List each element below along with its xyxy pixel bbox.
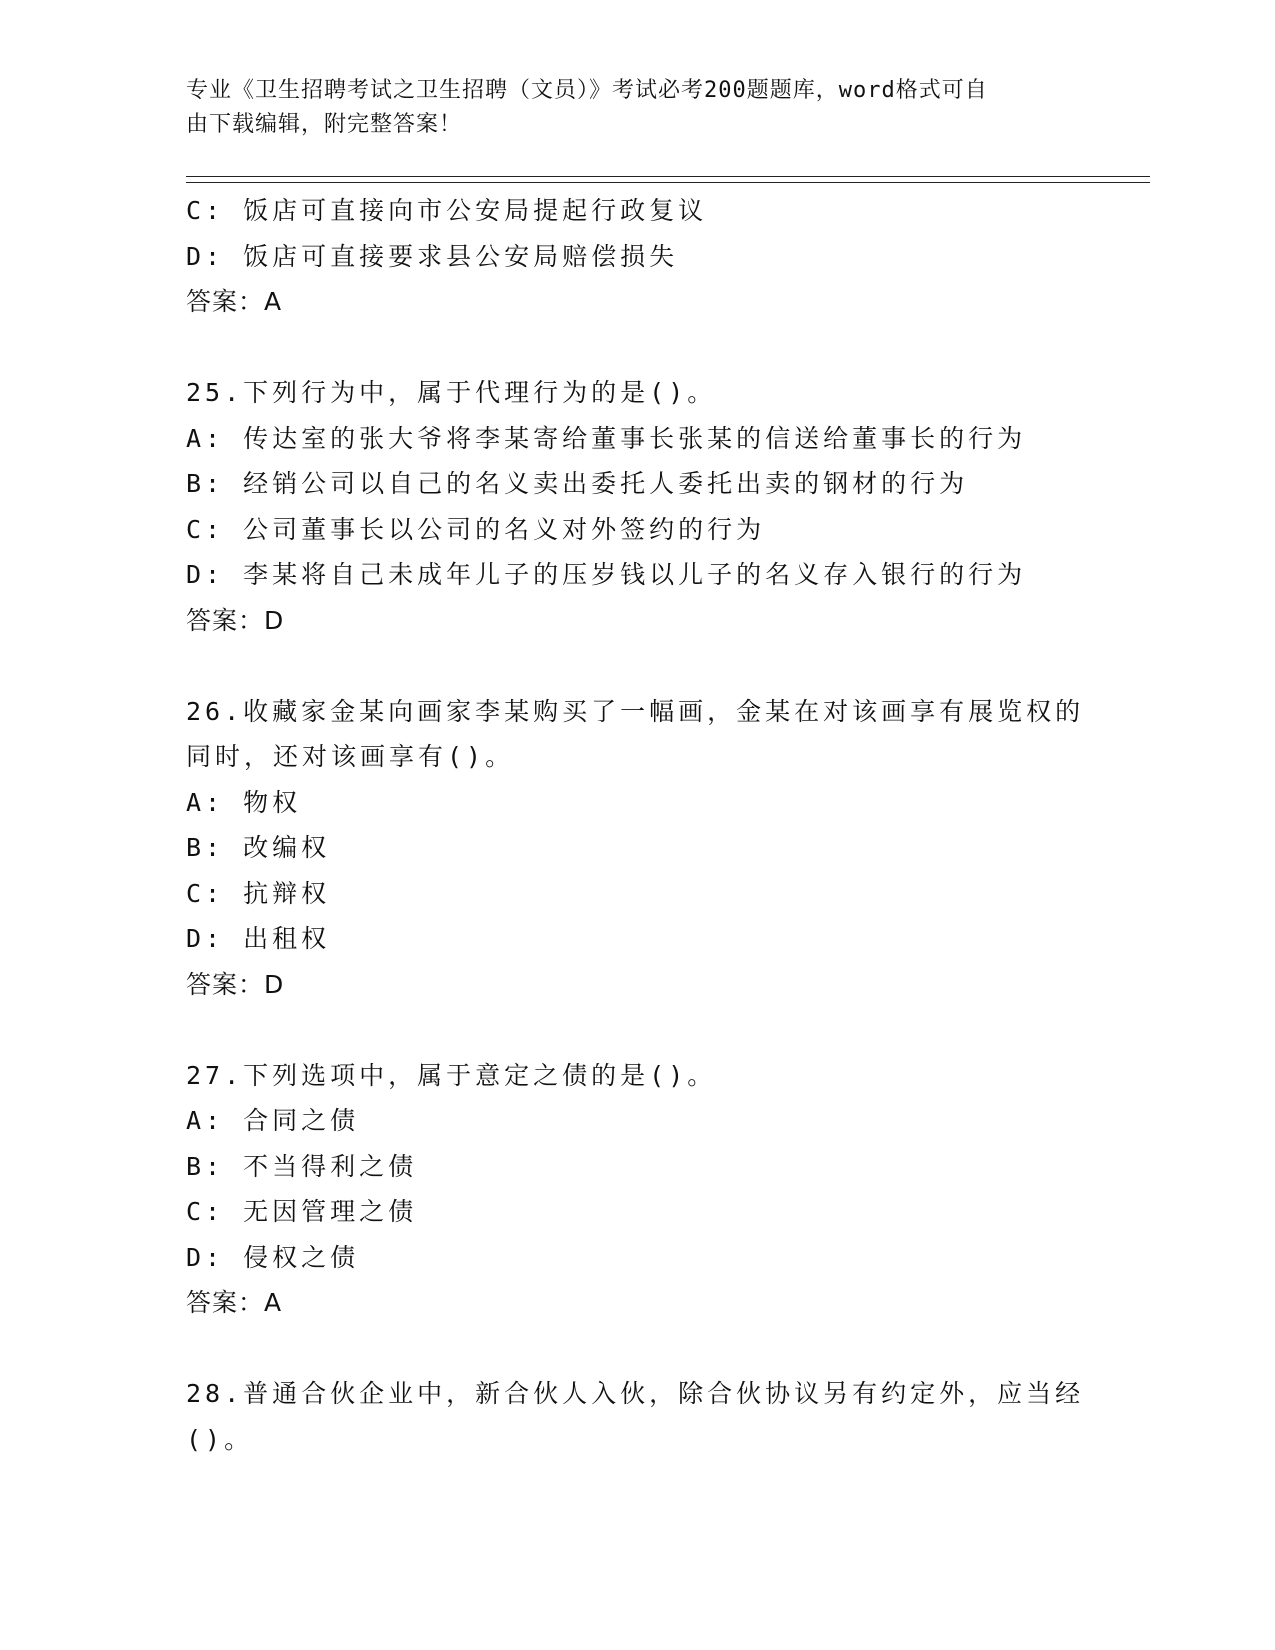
question-stem: 27.下列选项中，属于意定之债的是()。	[186, 1060, 717, 1090]
question-27	[186, 1053, 1086, 1326]
option-a: A: 合同之债	[186, 1106, 360, 1135]
question-stem-line-1: 26.收藏家金某向画家李某购买了一幅画，金某在对该画享有展览权的	[186, 696, 1085, 726]
answer: 答案：D	[186, 605, 285, 635]
document-body	[186, 188, 1086, 1462]
header-rule-bottom	[186, 182, 1150, 183]
spacer	[186, 643, 1086, 689]
spacer	[186, 325, 1086, 371]
question-26	[186, 689, 1086, 1008]
option-a: A: 传达室的张大爷将李某寄给董事长张某的信送给董事长的行为	[186, 423, 1027, 453]
question-stem-line-2: ()。	[186, 1424, 254, 1454]
question-stem-line-2: 同时，还对该画享有()。	[186, 742, 515, 771]
header-line-2: 由下载编辑，附完整答案！	[186, 112, 463, 137]
header-rule-top	[186, 176, 1150, 177]
spacer	[186, 1007, 1086, 1053]
answer: 答案：A	[186, 287, 283, 316]
option-a: A: 物权	[186, 787, 302, 817]
option-d: D: 侵权之债	[186, 1242, 360, 1272]
option-d: D: 李某将自己未成年儿子的压岁钱以儿子的名义存入银行的行为	[186, 560, 1027, 589]
option-c: C: 饭店可直接向市公安局提起行政复议	[186, 196, 708, 225]
option-d: D: 饭店可直接要求县公安局赔偿损失	[186, 241, 679, 271]
document-header	[186, 74, 1066, 142]
option-b: B: 改编权	[186, 833, 331, 862]
spacer	[186, 1326, 1086, 1372]
question-stem: 25.下列行为中，属于代理行为的是()。	[186, 378, 717, 407]
question-28	[186, 1371, 1086, 1462]
option-b: B: 不当得利之债	[186, 1151, 418, 1181]
header-line-1: 专业《卫生招聘考试之卫生招聘（文员）》考试必考200题题库，word格式可自	[186, 78, 988, 103]
question-stem-line-1: 28.普通合伙企业中，新合伙人入伙，除合伙协议另有约定外，应当经	[186, 1379, 1085, 1408]
question-25	[186, 370, 1086, 643]
option-c: C: 公司董事长以公司的名义对外签约的行为	[186, 514, 766, 544]
option-c: C: 无因管理之债	[186, 1197, 418, 1226]
answer: 答案：A	[186, 1288, 283, 1317]
answer: 答案：D	[186, 969, 285, 999]
option-d: D: 出租权	[186, 924, 331, 953]
option-b: B: 经销公司以自己的名义卖出委托人委托出卖的钢材的行为	[186, 469, 969, 498]
option-c: C: 抗辩权	[186, 878, 331, 908]
previous-question-tail	[186, 188, 1086, 325]
